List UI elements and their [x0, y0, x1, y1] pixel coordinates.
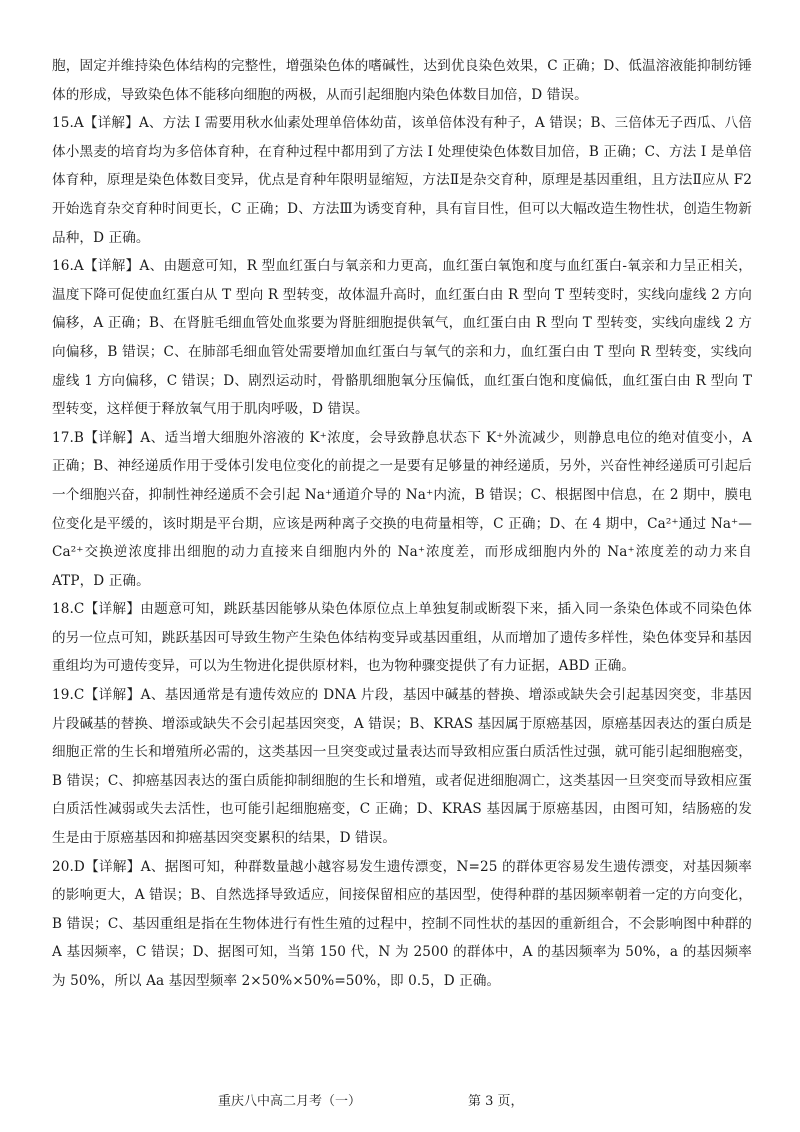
- footer-exam-title: 重庆八中高二月考（一）: [218, 1094, 362, 1109]
- answer-20: 20.D【详解】A、据图可知，种群数量越小越容易发生遗传漂变，N=25 的群体更容易发生遗传漂变，对基因频率的影响更大，A 错误；B、自然选择导致适应，间接保留相应的基因型，使得种群的基因频率朝着一定的方向变化，B 错误；C、基因重组是指在生物体进行有性生殖的过程中，控制不同性状的基因的重新组合，不会影响图中种群的 A 基因频率，C 错误；D、据图可知，当第 150 代，N 为 2500 的群体中，A 的基因频率为 50%，a 的基因频率为 50%，所以 Aa 基因型频率 2×50%×50%=50%，即 0.5，D 正确。: [52, 858, 752, 989]
- answer-15: 15.A【详解】A、方法 I 需要用秋水仙素处理单倍体幼苗，该单倍体没有种子，A 错误；B、三倍体无子西瓜、八倍体小黑麦的培育均为多倍体育种，在育种过程中都用到了方法 I 处理使染色体数目加倍，B 正确；C、方法 I 是单倍体育种，原理是染色体数目变异，优点是育种年限明显缩短，方法Ⅱ是杂交育种，原理是基因重组，且方法Ⅱ应从 F2 开始选育杂交育种时间更长，C 正确；D、方法Ⅲ为诱变育种，具有盲目性，但可以大幅改造生物性状，创造生物新品种，D 正确。: [52, 115, 752, 246]
- answer-19: 19.C【详解】A、基因通常是有遗传效应的 DNA 片段，基因中碱基的替换、增添或缺失会引起基因突变，非基因片段碱基的替换、增添或缺失不会引起基因突变，A 错误；B、KRAS 基因属于原癌基因，原癌基因表达的蛋白质是细胞正常的生长和增殖所必需的，这类基因一旦突变或过量表达而导致相应蛋白质活性过强，就可能引起细胞癌变，B 错误；C、抑癌基因表达的蛋白质能抑制细胞的生长和增殖，或者促进细胞凋亡，这类基因一旦突变而导致相应蛋白质活性减弱或失去活性，也可能引起细胞癌变，C 正确；D、KRAS 基因属于原癌基因，由图可知，结肠癌的发生是由于原癌基因和抑癌基因突变累积的结果，D 错误。: [52, 687, 752, 847]
- answer-body: [52, 52, 752, 996]
- footer-page-number: 第 3 页，: [468, 1094, 524, 1109]
- answer-17: 17.B【详解】A、适当增大细胞外溶液的 K⁺浓度，会导致静息状态下 K⁺外流减少，则静息电位的绝对值变小，A 正确；B、神经递质作用于受体引发电位变化的前提之一是要有足够量的神经递质，另外，兴奋性神经递质可引起后一个细胞兴奋，抑制性神经递质不会引起 Na⁺通道介导的 Na⁺内流，B 错误；C、根据图中信息，在 2 期中，膜电位变化是平缓的，该时期是平台期，应该是两种离子交换的电荷量相等，C 正确；D、在 4 期中，Ca²⁺通过 Na⁺—Ca²⁺交换逆浓度排出细胞的动力直接来自细胞内外的 Na⁺浓度差，而形成细胞内外的 Na⁺浓度差的动力来自 ATP，D 正确。: [52, 429, 752, 589]
- answer-16: 16.A【详解】A、由题意可知，R 型血红蛋白与氧亲和力更高，血红蛋白氧饱和度与血红蛋白-氧亲和力呈正相关，温度下降可促使血红蛋白从 T 型向 R 型转变，故体温升高时，血红蛋白由 R 型向 T 型转变时，实线向虚线 2 方向偏移，A 正确；B、在肾脏毛细血管处血浆要为肾脏细胞提供氧气，血红蛋白由 R 型向 T 型转变，实线向虚线 2 方向偏移，B 错误；C、在肺部毛细血管处需要增加血红蛋白与氧气的亲和力，血红蛋白由 T 型向 R 型转变，实线向虚线 1 方向偏移，C 错误；D、剧烈运动时，骨骼肌细胞氧分压偏低，血红蛋白饱和度偏低，血红蛋白由 R 型向 T 型转变，这样便于释放氧气用于肌肉呼吸，D 错误。: [52, 258, 752, 418]
- answer-18: 18.C【详解】由题意可知，跳跃基因能够从染色体原位点上单独复制或断裂下来，插入同一条染色体或不同染色体的另一位点可知，跳跃基因可导致生物产生染色体结构变异或基因重组，从而增加了遗传多样性，染色体变异和基因重组均为可遗传变异，可以为生物进化提供原材料，也为物种骤变提供了有力证据，ABD 正确。: [52, 601, 752, 675]
- paragraph-continuation: 胞，固定并维持染色体结构的完整性，增强染色体的嗜碱性，达到优良染色效果，C 正确；D、低温溶液能抑制纺锤体的形成，导致染色体不能移向细胞的两极，从而引起细胞内染色体数目加倍，D 错误。: [52, 58, 752, 103]
